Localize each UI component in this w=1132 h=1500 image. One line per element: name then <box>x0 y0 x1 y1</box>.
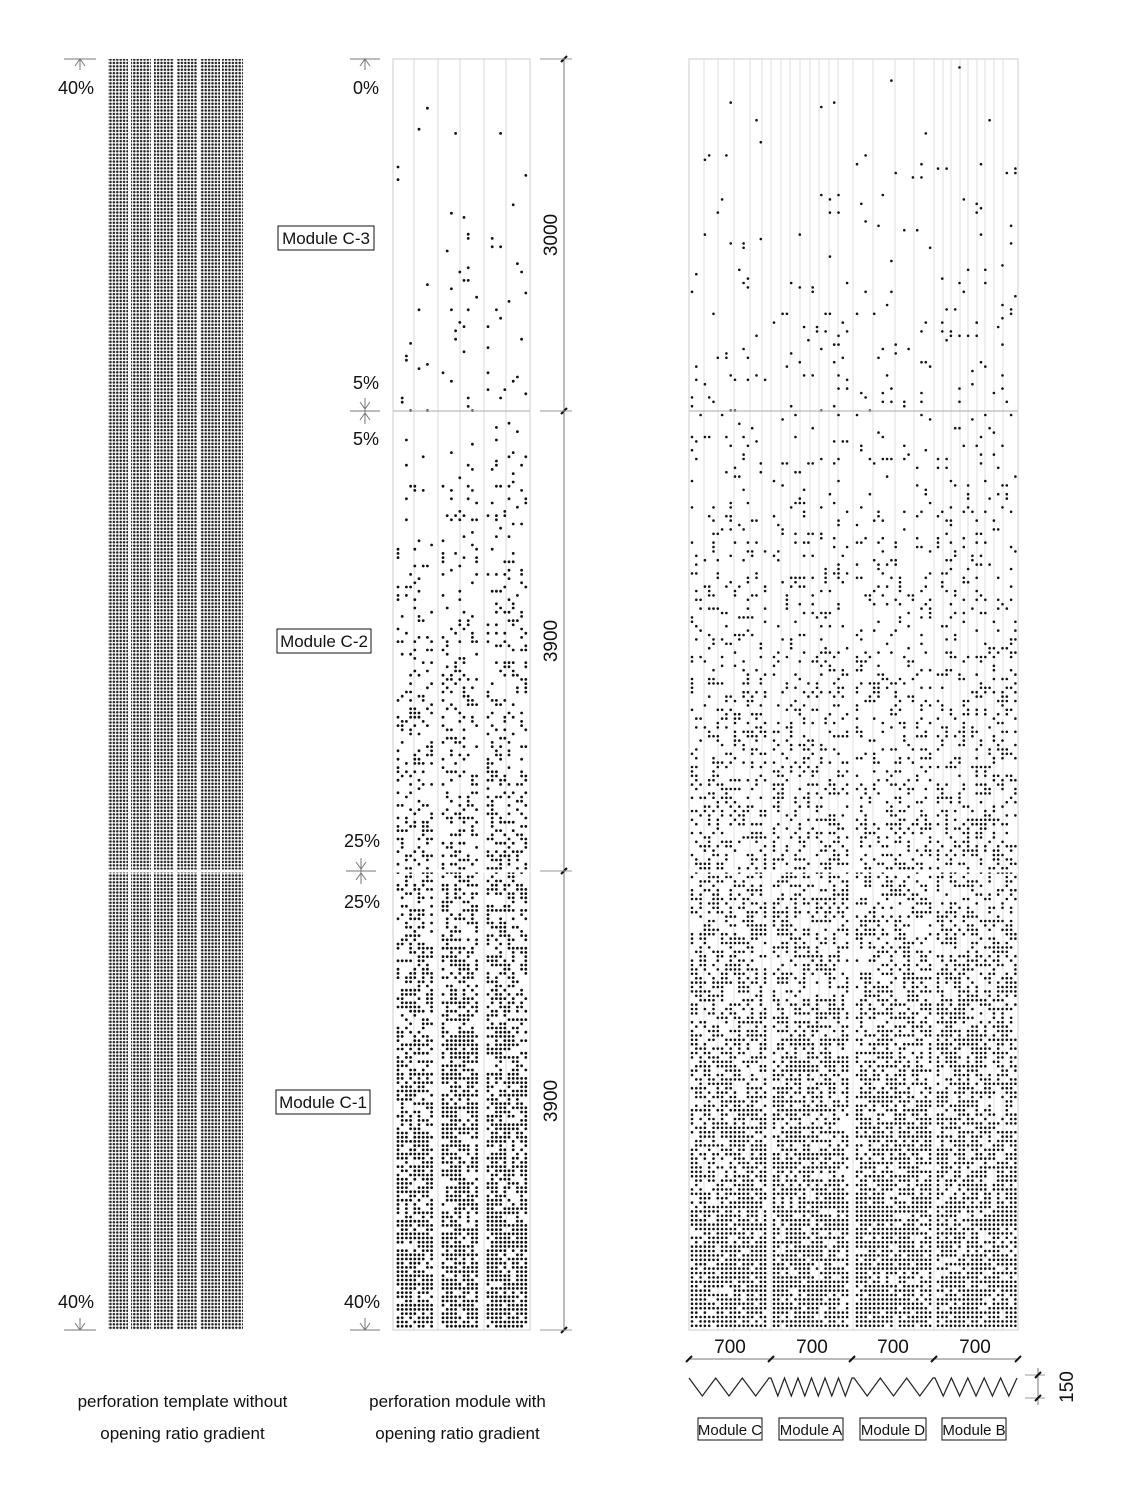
panel-facade <box>686 59 1078 1440</box>
svg-text:Module A: Module A <box>779 1422 843 1439</box>
svg-text:Module C-3: Module C-3 <box>282 229 370 248</box>
facade-label-module-c <box>698 1418 762 1440</box>
facade-guide-lines <box>704 59 1003 1330</box>
fold-depth-dimension <box>1025 1368 1078 1405</box>
width-module-b: 700 <box>959 1337 991 1358</box>
panel-template <box>58 59 243 1330</box>
template-strip <box>154 59 174 1330</box>
template-caption-line-2: opening ratio gradient <box>100 1424 265 1443</box>
module-guide-lines <box>414 59 506 1330</box>
facade-perforation-dots <box>692 67 1015 1325</box>
template-strip <box>177 59 197 1330</box>
c1-top-ratio: 25% <box>343 892 381 912</box>
width-module-c: 700 <box>714 1337 746 1358</box>
c3-bottom-ratio: 5% <box>352 373 380 393</box>
template-bottom-ratio: 40% <box>57 1292 95 1312</box>
svg-text:Module D: Module D <box>860 1422 926 1439</box>
fold-depth-value: 150 <box>1057 1371 1078 1403</box>
template-bottom-marker <box>64 1318 96 1330</box>
c3-height: 3000 <box>541 213 562 257</box>
c3-top-ratio: 0% <box>352 78 380 98</box>
template-strip <box>222 59 243 1330</box>
module-outline <box>393 59 530 1330</box>
panel-gradient-module <box>276 56 572 1333</box>
c1-height: 3900 <box>541 1079 562 1123</box>
c2-bottom-ratio: 25% <box>343 831 381 851</box>
module-perforation-dots <box>398 108 526 1326</box>
template-strip <box>108 59 128 1330</box>
width-module-a: 700 <box>796 1337 828 1358</box>
svg-text:Module B: Module B <box>942 1422 1006 1439</box>
template-perforation-strips <box>108 59 243 1330</box>
module-label-c2 <box>277 629 371 653</box>
template-strip <box>131 59 151 1330</box>
facade-width-dimensions <box>686 1337 1021 1362</box>
module-height-dimensions <box>540 56 572 1333</box>
module-label-c1 <box>276 1090 370 1114</box>
svg-text:Module C-1: Module C-1 <box>279 1093 367 1112</box>
svg-text:Module C-2: Module C-2 <box>280 632 368 651</box>
facade-label-module-d <box>860 1418 926 1440</box>
fold-profile <box>689 1378 1017 1396</box>
facade-dots <box>692 67 1015 1325</box>
svg-text:Module C: Module C <box>697 1422 763 1439</box>
module-caption-line-1: perforation module with <box>369 1392 546 1411</box>
facade-label-module-b <box>942 1418 1006 1440</box>
template-caption <box>55 1386 310 1450</box>
template-caption-line-1: perforation template without <box>77 1392 288 1411</box>
facade-outline <box>689 59 1018 1330</box>
width-module-d: 700 <box>877 1337 909 1358</box>
template-top-ratio: 40% <box>57 78 95 98</box>
c2-top-ratio: 5% <box>352 429 380 449</box>
c1-bottom-ratio: 40% <box>343 1292 381 1312</box>
template-strip <box>200 59 220 1330</box>
facade-label-module-a <box>779 1418 843 1440</box>
module-caption <box>340 1386 575 1450</box>
c2-height: 3900 <box>541 619 562 663</box>
template-top-marker <box>64 59 96 70</box>
module-caption-line-2: opening ratio gradient <box>375 1424 540 1443</box>
module-dots <box>398 108 526 1326</box>
module-label-c3 <box>278 226 374 250</box>
